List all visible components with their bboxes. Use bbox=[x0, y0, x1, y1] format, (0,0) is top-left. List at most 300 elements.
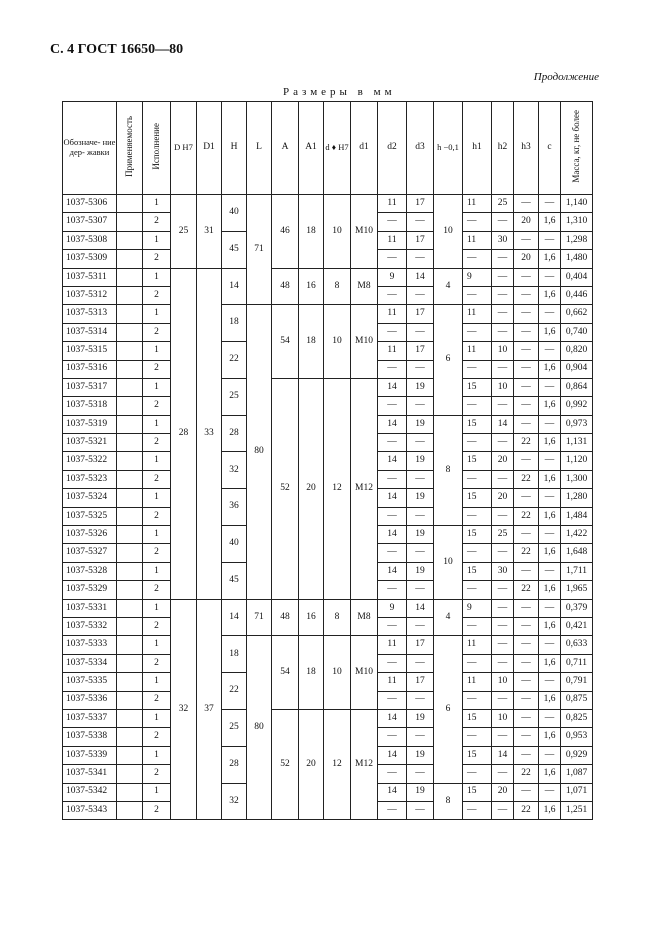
designation-cell: 1037-5328 bbox=[63, 562, 117, 580]
h1-cell: 11 bbox=[463, 673, 492, 691]
h1-cell: — bbox=[463, 765, 492, 783]
d2-cell: 11 bbox=[378, 195, 407, 213]
dimensions-table bbox=[62, 101, 593, 820]
mass-cell: 0,820 bbox=[561, 342, 593, 360]
designation-cell: 1037-5323 bbox=[63, 470, 117, 488]
d2-cell: 14 bbox=[378, 452, 407, 470]
applicability-cell bbox=[117, 342, 143, 360]
h2-cell: — bbox=[492, 286, 514, 304]
d3-cell: — bbox=[407, 654, 434, 672]
d2-cell: 11 bbox=[378, 636, 407, 654]
merged-D1-cell: 33 bbox=[197, 268, 222, 599]
c-cell: — bbox=[539, 709, 561, 727]
designation-cell: 1037-5335 bbox=[63, 673, 117, 691]
merged-h-cell: 8 bbox=[434, 415, 463, 525]
mass-cell: 0,973 bbox=[561, 415, 593, 433]
d3-cell: — bbox=[407, 470, 434, 488]
mass-cell: 1,480 bbox=[561, 250, 593, 268]
c-cell: — bbox=[539, 415, 561, 433]
applicability-cell bbox=[117, 323, 143, 341]
h3-cell: — bbox=[514, 709, 539, 727]
h1-cell: — bbox=[463, 728, 492, 746]
applicability-cell bbox=[117, 673, 143, 691]
h1-cell: 9 bbox=[463, 268, 492, 286]
d3-cell: — bbox=[407, 507, 434, 525]
col-header-d1: d1 bbox=[351, 102, 378, 195]
designation-cell: 1037-5312 bbox=[63, 286, 117, 304]
c-cell: 1,6 bbox=[539, 507, 561, 525]
designation-cell: 1037-5327 bbox=[63, 544, 117, 562]
merged-A-cell: 54 bbox=[272, 305, 299, 379]
h2-cell: — bbox=[492, 213, 514, 231]
col-header-D1: D1 bbox=[197, 102, 222, 195]
h3-cell: — bbox=[514, 342, 539, 360]
designation-cell: 1037-5319 bbox=[63, 415, 117, 433]
c-cell: — bbox=[539, 231, 561, 249]
merged-h-cell: 10 bbox=[434, 195, 463, 269]
table-row bbox=[63, 195, 593, 213]
h2-cell: — bbox=[492, 397, 514, 415]
mass-cell: 0,421 bbox=[561, 617, 593, 635]
applicability-cell bbox=[117, 452, 143, 470]
merged-H-cell: 32 bbox=[222, 452, 247, 489]
merged-d1-cell: M10 bbox=[351, 195, 378, 269]
h2-cell: — bbox=[492, 765, 514, 783]
merged-H-cell: 28 bbox=[222, 746, 247, 783]
merged-H-cell: 28 bbox=[222, 415, 247, 452]
version-cell: 1 bbox=[143, 415, 171, 433]
c-cell: — bbox=[539, 305, 561, 323]
merged-H-cell: 14 bbox=[222, 599, 247, 636]
h2-cell: — bbox=[492, 544, 514, 562]
h1-cell: — bbox=[463, 691, 492, 709]
c-cell: 1,6 bbox=[539, 434, 561, 452]
mass-cell: 1,965 bbox=[561, 581, 593, 599]
designation-cell: 1037-5329 bbox=[63, 581, 117, 599]
d3-cell: 17 bbox=[407, 231, 434, 249]
merged-H-cell: 22 bbox=[222, 673, 247, 710]
col-header-h2: h2 bbox=[492, 102, 514, 195]
d2-cell: — bbox=[378, 470, 407, 488]
merged-A1-cell: 18 bbox=[299, 195, 324, 269]
table-row bbox=[63, 305, 593, 323]
d3-cell: — bbox=[407, 765, 434, 783]
h3-cell: 20 bbox=[514, 213, 539, 231]
designation-cell: 1037-5315 bbox=[63, 342, 117, 360]
version-cell: 1 bbox=[143, 746, 171, 764]
merged-H-cell: 22 bbox=[222, 342, 247, 379]
h2-cell: — bbox=[492, 305, 514, 323]
h1-cell: 9 bbox=[463, 599, 492, 617]
version-cell: 2 bbox=[143, 728, 171, 746]
h1-cell: — bbox=[463, 397, 492, 415]
merged-A1-cell: 20 bbox=[299, 378, 324, 599]
designation-cell: 1037-5316 bbox=[63, 360, 117, 378]
merged-H-cell: 14 bbox=[222, 268, 247, 305]
col-header-h1: h1 bbox=[463, 102, 492, 195]
d3-cell: 17 bbox=[407, 305, 434, 323]
col-header-applicability: Применяемость bbox=[117, 102, 143, 195]
h3-cell: 22 bbox=[514, 765, 539, 783]
h3-cell: — bbox=[514, 323, 539, 341]
col-header-d3: d3 bbox=[407, 102, 434, 195]
h1-cell: 11 bbox=[463, 195, 492, 213]
mass-cell: 0,992 bbox=[561, 397, 593, 415]
d3-cell: 17 bbox=[407, 673, 434, 691]
h1-cell: 15 bbox=[463, 489, 492, 507]
table-row bbox=[63, 378, 593, 396]
col-header-L: L bbox=[247, 102, 272, 195]
h2-cell: 14 bbox=[492, 746, 514, 764]
h1-cell: — bbox=[463, 544, 492, 562]
c-cell: — bbox=[539, 195, 561, 213]
applicability-cell bbox=[117, 636, 143, 654]
designation-cell: 1037-5308 bbox=[63, 231, 117, 249]
mass-cell: 0,379 bbox=[561, 599, 593, 617]
version-cell: 2 bbox=[143, 581, 171, 599]
merged-A-cell: 48 bbox=[272, 268, 299, 305]
h1-cell: 15 bbox=[463, 746, 492, 764]
mass-cell: 0,875 bbox=[561, 691, 593, 709]
c-cell: — bbox=[539, 526, 561, 544]
h3-cell: 22 bbox=[514, 434, 539, 452]
h2-cell: 30 bbox=[492, 231, 514, 249]
c-cell: — bbox=[539, 562, 561, 580]
merged-A1-cell: 18 bbox=[299, 636, 324, 710]
applicability-cell bbox=[117, 801, 143, 819]
h3-cell: — bbox=[514, 378, 539, 396]
d2-cell: — bbox=[378, 654, 407, 672]
d3-cell: 17 bbox=[407, 636, 434, 654]
applicability-cell bbox=[117, 250, 143, 268]
d3-cell: — bbox=[407, 250, 434, 268]
applicability-cell bbox=[117, 397, 143, 415]
col-header-A: A bbox=[272, 102, 299, 195]
merged-D1-cell: 37 bbox=[197, 599, 222, 820]
mass-cell: 1,300 bbox=[561, 470, 593, 488]
mass-cell: 1,087 bbox=[561, 765, 593, 783]
merged-d1-cell: M12 bbox=[351, 378, 378, 599]
c-cell: 1,6 bbox=[539, 801, 561, 819]
h1-cell: — bbox=[463, 470, 492, 488]
c-cell: — bbox=[539, 673, 561, 691]
d3-cell: — bbox=[407, 213, 434, 231]
h2-cell: 14 bbox=[492, 415, 514, 433]
applicability-cell bbox=[117, 691, 143, 709]
c-cell: — bbox=[539, 342, 561, 360]
version-cell: 1 bbox=[143, 783, 171, 801]
h1-cell: 15 bbox=[463, 415, 492, 433]
h3-cell: — bbox=[514, 562, 539, 580]
h2-cell: — bbox=[492, 323, 514, 341]
applicability-cell bbox=[117, 360, 143, 378]
c-cell: — bbox=[539, 636, 561, 654]
merged-h-cell: 10 bbox=[434, 526, 463, 600]
col-header-c: c bbox=[539, 102, 561, 195]
h2-cell: — bbox=[492, 636, 514, 654]
mass-cell: 0,864 bbox=[561, 378, 593, 396]
mass-cell: 1,071 bbox=[561, 783, 593, 801]
d2-cell: — bbox=[378, 323, 407, 341]
designation-cell: 1037-5333 bbox=[63, 636, 117, 654]
merged-H-cell: 18 bbox=[222, 305, 247, 342]
h2-cell: — bbox=[492, 434, 514, 452]
merged-D-cell: 25 bbox=[171, 195, 197, 269]
d3-cell: 19 bbox=[407, 489, 434, 507]
applicability-cell bbox=[117, 526, 143, 544]
merged-D1-cell: 31 bbox=[197, 195, 222, 269]
h2-cell: 20 bbox=[492, 783, 514, 801]
h2-cell: 10 bbox=[492, 342, 514, 360]
h3-cell: — bbox=[514, 415, 539, 433]
h2-cell: — bbox=[492, 599, 514, 617]
merged-d-cell: 10 bbox=[324, 195, 351, 269]
d2-cell: — bbox=[378, 286, 407, 304]
h3-cell: — bbox=[514, 636, 539, 654]
d3-cell: 19 bbox=[407, 709, 434, 727]
version-cell: 1 bbox=[143, 195, 171, 213]
c-cell: — bbox=[539, 599, 561, 617]
merged-A1-cell: 16 bbox=[299, 599, 324, 636]
d2-cell: 14 bbox=[378, 526, 407, 544]
h2-cell: — bbox=[492, 581, 514, 599]
merged-H-cell: 25 bbox=[222, 709, 247, 746]
d2-cell: — bbox=[378, 544, 407, 562]
d2-cell: — bbox=[378, 617, 407, 635]
d2-cell: — bbox=[378, 250, 407, 268]
d2-cell: 14 bbox=[378, 783, 407, 801]
mass-cell: 1,310 bbox=[561, 213, 593, 231]
version-cell: 1 bbox=[143, 599, 171, 617]
h1-cell: — bbox=[463, 654, 492, 672]
h3-cell: — bbox=[514, 305, 539, 323]
d2-cell: 14 bbox=[378, 415, 407, 433]
applicability-cell bbox=[117, 470, 143, 488]
d2-cell: — bbox=[378, 507, 407, 525]
version-cell: 1 bbox=[143, 452, 171, 470]
d2-cell: 11 bbox=[378, 673, 407, 691]
designation-cell: 1037-5311 bbox=[63, 268, 117, 286]
version-cell: 2 bbox=[143, 691, 171, 709]
c-cell: 1,6 bbox=[539, 360, 561, 378]
h2-cell: — bbox=[492, 691, 514, 709]
merged-h-cell: 4 bbox=[434, 599, 463, 636]
merged-A-cell: 46 bbox=[272, 195, 299, 269]
c-cell: 1,6 bbox=[539, 250, 561, 268]
applicability-cell bbox=[117, 728, 143, 746]
applicability-cell bbox=[117, 213, 143, 231]
d3-cell: — bbox=[407, 801, 434, 819]
merged-L-cell: 80 bbox=[247, 636, 272, 820]
applicability-cell bbox=[117, 434, 143, 452]
c-cell: 1,6 bbox=[539, 544, 561, 562]
version-cell: 1 bbox=[143, 636, 171, 654]
merged-H-cell: 45 bbox=[222, 231, 247, 268]
h2-cell: — bbox=[492, 268, 514, 286]
d3-cell: 19 bbox=[407, 562, 434, 580]
merged-A-cell: 54 bbox=[272, 636, 299, 710]
mass-cell: 0,662 bbox=[561, 305, 593, 323]
table-row bbox=[63, 709, 593, 727]
c-cell: 1,6 bbox=[539, 581, 561, 599]
d3-cell: — bbox=[407, 286, 434, 304]
h3-cell: — bbox=[514, 360, 539, 378]
applicability-cell bbox=[117, 765, 143, 783]
d3-cell: 19 bbox=[407, 378, 434, 396]
c-cell: 1,6 bbox=[539, 286, 561, 304]
merged-L-cell: 80 bbox=[247, 305, 272, 599]
merged-h-cell: 6 bbox=[434, 305, 463, 415]
h2-cell: — bbox=[492, 507, 514, 525]
h3-cell: 22 bbox=[514, 507, 539, 525]
continuation-label: Продолжение bbox=[533, 71, 599, 83]
mass-cell: 1,484 bbox=[561, 507, 593, 525]
merged-A1-cell: 16 bbox=[299, 268, 324, 305]
h3-cell: — bbox=[514, 617, 539, 635]
d2-cell: 14 bbox=[378, 378, 407, 396]
c-cell: — bbox=[539, 268, 561, 286]
merged-A-cell: 52 bbox=[272, 378, 299, 599]
dimensions-caption: Размеры в мм bbox=[283, 86, 396, 98]
h2-cell: — bbox=[492, 801, 514, 819]
d3-cell: — bbox=[407, 397, 434, 415]
mass-cell: 0,825 bbox=[561, 709, 593, 727]
merged-d1-cell: M8 bbox=[351, 599, 378, 636]
applicability-cell bbox=[117, 305, 143, 323]
h3-cell: 20 bbox=[514, 250, 539, 268]
h3-cell: 22 bbox=[514, 581, 539, 599]
d3-cell: 19 bbox=[407, 415, 434, 433]
designation-cell: 1037-5325 bbox=[63, 507, 117, 525]
version-cell: 1 bbox=[143, 709, 171, 727]
h1-cell: 11 bbox=[463, 342, 492, 360]
applicability-cell bbox=[117, 746, 143, 764]
merged-H-cell: 32 bbox=[222, 783, 247, 820]
applicability-cell bbox=[117, 654, 143, 672]
col-header-version: Исполнение bbox=[143, 102, 171, 195]
mass-cell: 1,251 bbox=[561, 801, 593, 819]
version-cell: 2 bbox=[143, 507, 171, 525]
merged-d-cell: 8 bbox=[324, 268, 351, 305]
d3-cell: — bbox=[407, 323, 434, 341]
designation-cell: 1037-5313 bbox=[63, 305, 117, 323]
c-cell: — bbox=[539, 489, 561, 507]
mass-cell: 1,140 bbox=[561, 195, 593, 213]
col-header-A1: A1 bbox=[299, 102, 324, 195]
designation-cell: 1037-5342 bbox=[63, 783, 117, 801]
d2-cell: 14 bbox=[378, 562, 407, 580]
applicability-cell bbox=[117, 489, 143, 507]
merged-H-cell: 40 bbox=[222, 195, 247, 232]
mass-cell: 0,446 bbox=[561, 286, 593, 304]
designation-cell: 1037-5332 bbox=[63, 617, 117, 635]
h3-cell: 22 bbox=[514, 801, 539, 819]
h1-cell: 11 bbox=[463, 636, 492, 654]
h1-cell: 15 bbox=[463, 709, 492, 727]
designation-cell: 1037-5336 bbox=[63, 691, 117, 709]
merged-A-cell: 52 bbox=[272, 709, 299, 819]
applicability-cell bbox=[117, 286, 143, 304]
version-cell: 1 bbox=[143, 378, 171, 396]
c-cell: 1,6 bbox=[539, 691, 561, 709]
h1-cell: 15 bbox=[463, 452, 492, 470]
d2-cell: — bbox=[378, 728, 407, 746]
applicability-cell bbox=[117, 378, 143, 396]
designation-cell: 1037-5341 bbox=[63, 765, 117, 783]
version-cell: 2 bbox=[143, 544, 171, 562]
designation-cell: 1037-5338 bbox=[63, 728, 117, 746]
h3-cell: — bbox=[514, 673, 539, 691]
h3-cell: — bbox=[514, 691, 539, 709]
d3-cell: 17 bbox=[407, 342, 434, 360]
h1-cell: 15 bbox=[463, 526, 492, 544]
version-cell: 2 bbox=[143, 286, 171, 304]
d2-cell: 9 bbox=[378, 599, 407, 617]
h1-cell: — bbox=[463, 286, 492, 304]
h1-cell: 11 bbox=[463, 231, 492, 249]
merged-H-cell: 45 bbox=[222, 562, 247, 599]
page-title: С. 4 ГОСТ 16650—80 bbox=[50, 42, 184, 57]
col-header-D: D H7 bbox=[171, 102, 197, 195]
c-cell: — bbox=[539, 746, 561, 764]
c-cell: — bbox=[539, 452, 561, 470]
merged-h-cell: 4 bbox=[434, 268, 463, 305]
designation-cell: 1037-5309 bbox=[63, 250, 117, 268]
table-body bbox=[63, 195, 593, 820]
h3-cell: — bbox=[514, 231, 539, 249]
c-cell: — bbox=[539, 378, 561, 396]
h1-cell: — bbox=[463, 581, 492, 599]
d3-cell: — bbox=[407, 617, 434, 635]
h2-cell: — bbox=[492, 728, 514, 746]
d3-cell: 19 bbox=[407, 746, 434, 764]
version-cell: 2 bbox=[143, 250, 171, 268]
d2-cell: — bbox=[378, 213, 407, 231]
h1-cell: 11 bbox=[463, 305, 492, 323]
merged-L-cell: 71 bbox=[247, 195, 272, 305]
designation-cell: 1037-5307 bbox=[63, 213, 117, 231]
d3-cell: — bbox=[407, 360, 434, 378]
merged-D-cell: 28 bbox=[171, 268, 197, 599]
h1-cell: — bbox=[463, 617, 492, 635]
merged-d1-cell: M12 bbox=[351, 709, 378, 819]
h2-cell: — bbox=[492, 250, 514, 268]
h3-cell: — bbox=[514, 397, 539, 415]
col-header-H: H bbox=[222, 102, 247, 195]
merged-H-cell: 40 bbox=[222, 526, 247, 563]
d3-cell: — bbox=[407, 434, 434, 452]
mass-cell: 1,711 bbox=[561, 562, 593, 580]
mass-cell: 0,633 bbox=[561, 636, 593, 654]
c-cell: 1,6 bbox=[539, 213, 561, 231]
d2-cell: — bbox=[378, 765, 407, 783]
h2-cell: 20 bbox=[492, 489, 514, 507]
col-header-d: d ♦ H7 bbox=[324, 102, 351, 195]
d2-cell: — bbox=[378, 360, 407, 378]
mass-cell: 1,422 bbox=[561, 526, 593, 544]
d3-cell: 17 bbox=[407, 195, 434, 213]
designation-cell: 1037-5334 bbox=[63, 654, 117, 672]
h1-cell: — bbox=[463, 250, 492, 268]
h2-cell: — bbox=[492, 654, 514, 672]
mass-cell: 1,298 bbox=[561, 231, 593, 249]
version-cell: 1 bbox=[143, 526, 171, 544]
mass-cell: 0,711 bbox=[561, 654, 593, 672]
mass-cell: 0,953 bbox=[561, 728, 593, 746]
table-row bbox=[63, 599, 593, 617]
h3-cell: — bbox=[514, 195, 539, 213]
designation-cell: 1037-5331 bbox=[63, 599, 117, 617]
